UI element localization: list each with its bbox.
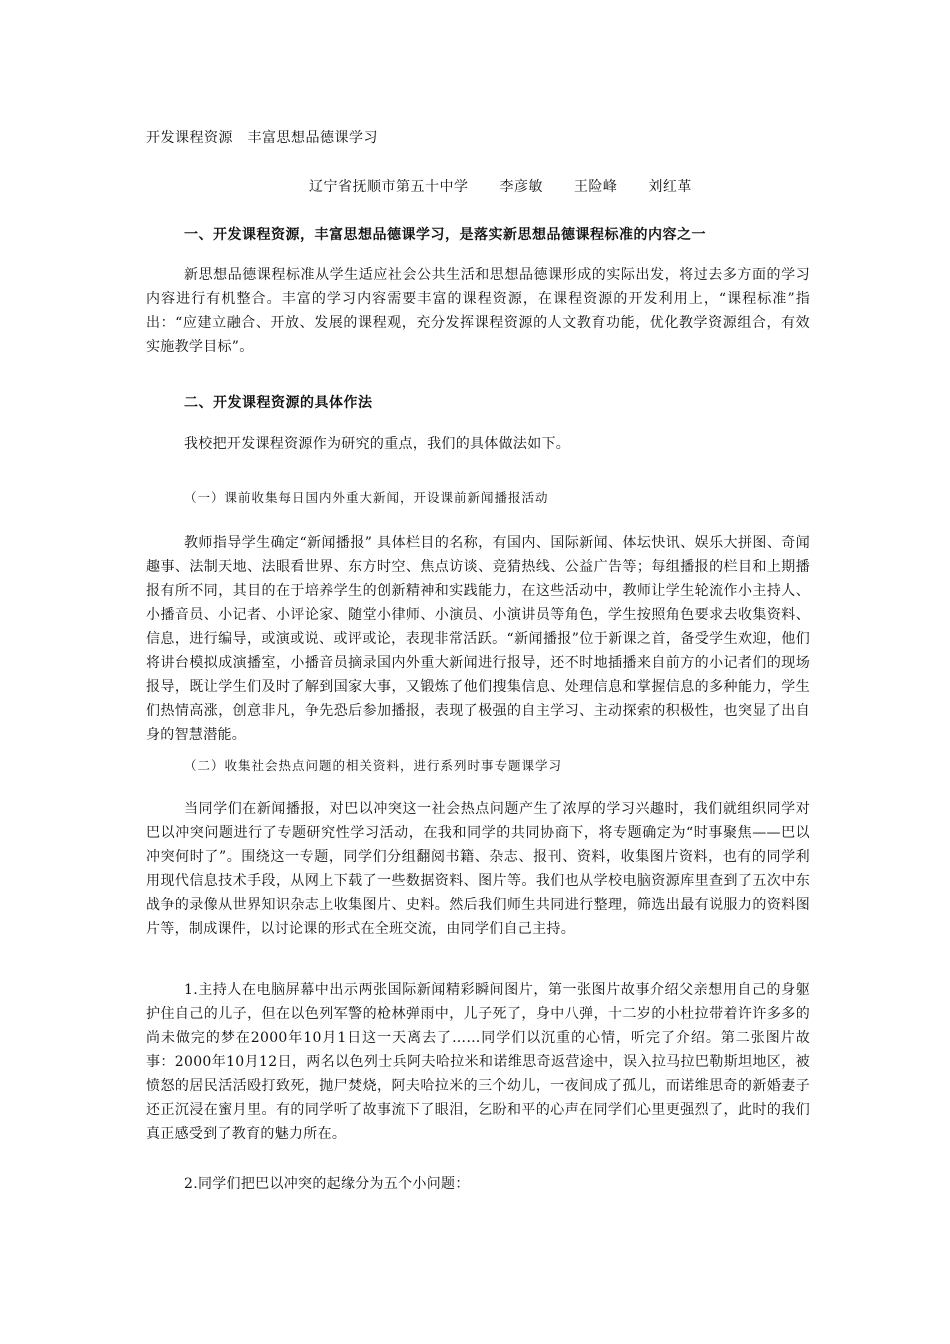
subsection-heading-1: （一）课前收集每日国内外重大新闻，开设课前新闻播报活动 <box>184 490 549 505</box>
section-heading-1: 一、开发课程资源，丰富思想品德课学习，是落实新思想品德课程标准的内容之一 <box>184 227 706 243</box>
section-2-intro: 我校把开发课程资源作为研究的重点，我们的具体做法如下。 <box>184 436 571 452</box>
author-school: 辽宁省抚顺市第五十中学 <box>309 179 469 195</box>
author-line <box>309 176 718 196</box>
section-1-paragraph: 新思想品德课程标准从学生适应社会公共生活和思想品德课形成的实际出发，将过去多方面的学习内容进行有机整合。丰富的学习内容需要丰富的课程资源，在课程资源的开发利用上，“课程标准”指出：“应建立融合、开放、发展的课程观，充分发挥课程资源的人文教育功能，优化教学资源组合，有效实施教学目标”。 <box>146 267 810 355</box>
subsection-heading-2: （二）收集社会热点问题的相关资料，进行系列时事专题课学习 <box>184 758 563 773</box>
author-name: 刘红革 <box>648 179 692 195</box>
subsection-2-paragraph: 当同学们在新闻播报，对巴以冲突这一社会热点问题产生了浓厚的学习兴趣时，我们就组织同学对巴以冲突问题进行了专题研究性学习活动，在我和同学的共同协商下，将专题确定为“时事聚焦——巴以冲突何时了”。围绕这一专题，同学们分组翻阅书籍、杂志、报刊、资料，收集图片资料，也有的同学利用现代信息技术手段，从网上下载了一些数据资料、图片等。我们也从学校电脑资源库里查到了五次中东战争的录像从世界知识杂志上收集图片、史料。然后我们师生共同进行整理，筛选出最有说服力的资料图片等，制成课件，以讨论课的形式在全班交流，由同学们自己主持。 <box>146 801 810 937</box>
item-2-line: 2.同学们把巴以冲突的起缘分为五个小问题： <box>184 1176 470 1192</box>
subsection-1-paragraph: 教师指导学生确定“新闻播报” 具体栏目的名称，有国内、国际新闻、体坛快讯、娱乐大拼图、奇闻趣事、法制天地、法眼看世界、东方时空、焦点访谈、竞猜热线、公益广告等；每组播报的栏目和上期播报有所不同，其目的在于培养学生的创新精神和实践能力，在这些活动中，教师让学生轮流作小主持人、小播音员、小记者、小评论家、随堂小律师、小演员、小演讲员等角色，学生按照角色要求去收集资料、信息，进行编导，或演或说、或评或论，表现非常活跃。“新闻播报”位于新课之首，备受学生欢迎，他们将讲台模拟成演播室，小播音员摘录国内外重大新闻进行报导，还不时地插播来自前方的小记者们的现场报导，既让学生们及时了解到国家大事，又锻炼了他们搜集信息、处理信息和掌握信息的多种能力，学生们热情高涨，创意非凡，争先恐后参加播报，表现了极强的自主学习、主动探索的积极性，也突显了出自身的智慧潜能。 <box>146 535 810 743</box>
author-name: 王险峰 <box>573 179 618 195</box>
section-heading-2: 二、开发课程资源的具体作法 <box>184 395 373 411</box>
document-title: 开发课程资源 丰富思想品德课学习 <box>146 130 378 146</box>
author-name: 李彦敏 <box>499 179 543 195</box>
item-1-paragraph: 1.主持人在电脑屏幕中出示两张国际新闻精彩瞬间图片，第一张图片故事介绍父亲想用自己的身躯护住自己的儿子，但在以色列军警的枪林弹雨中，儿子死了，身中八弹，十二岁的小杜拉带着许许多多的尚未做完的梦在2000年10月1日这一天离去了……同学们以沉重的心情，听完了介绍。第二张图片故事：2000年10月12日，两名以色列士兵阿夫哈拉米和诺维思奇返营途中，误入拉马拉巴勒斯坦地区，被愤怒的居民活活殴打致死，抛尸焚烧，阿夫哈拉米的三个幼儿，一夜间成了孤儿，而诺维思奇的新婚妻子还正沉浸在蜜月里。有的同学听了故事流下了眼泪，乞盼和平的心声在同学们心里更强烈了，此时的我们真正感受到了教育的魅力所在。 <box>146 982 810 1142</box>
